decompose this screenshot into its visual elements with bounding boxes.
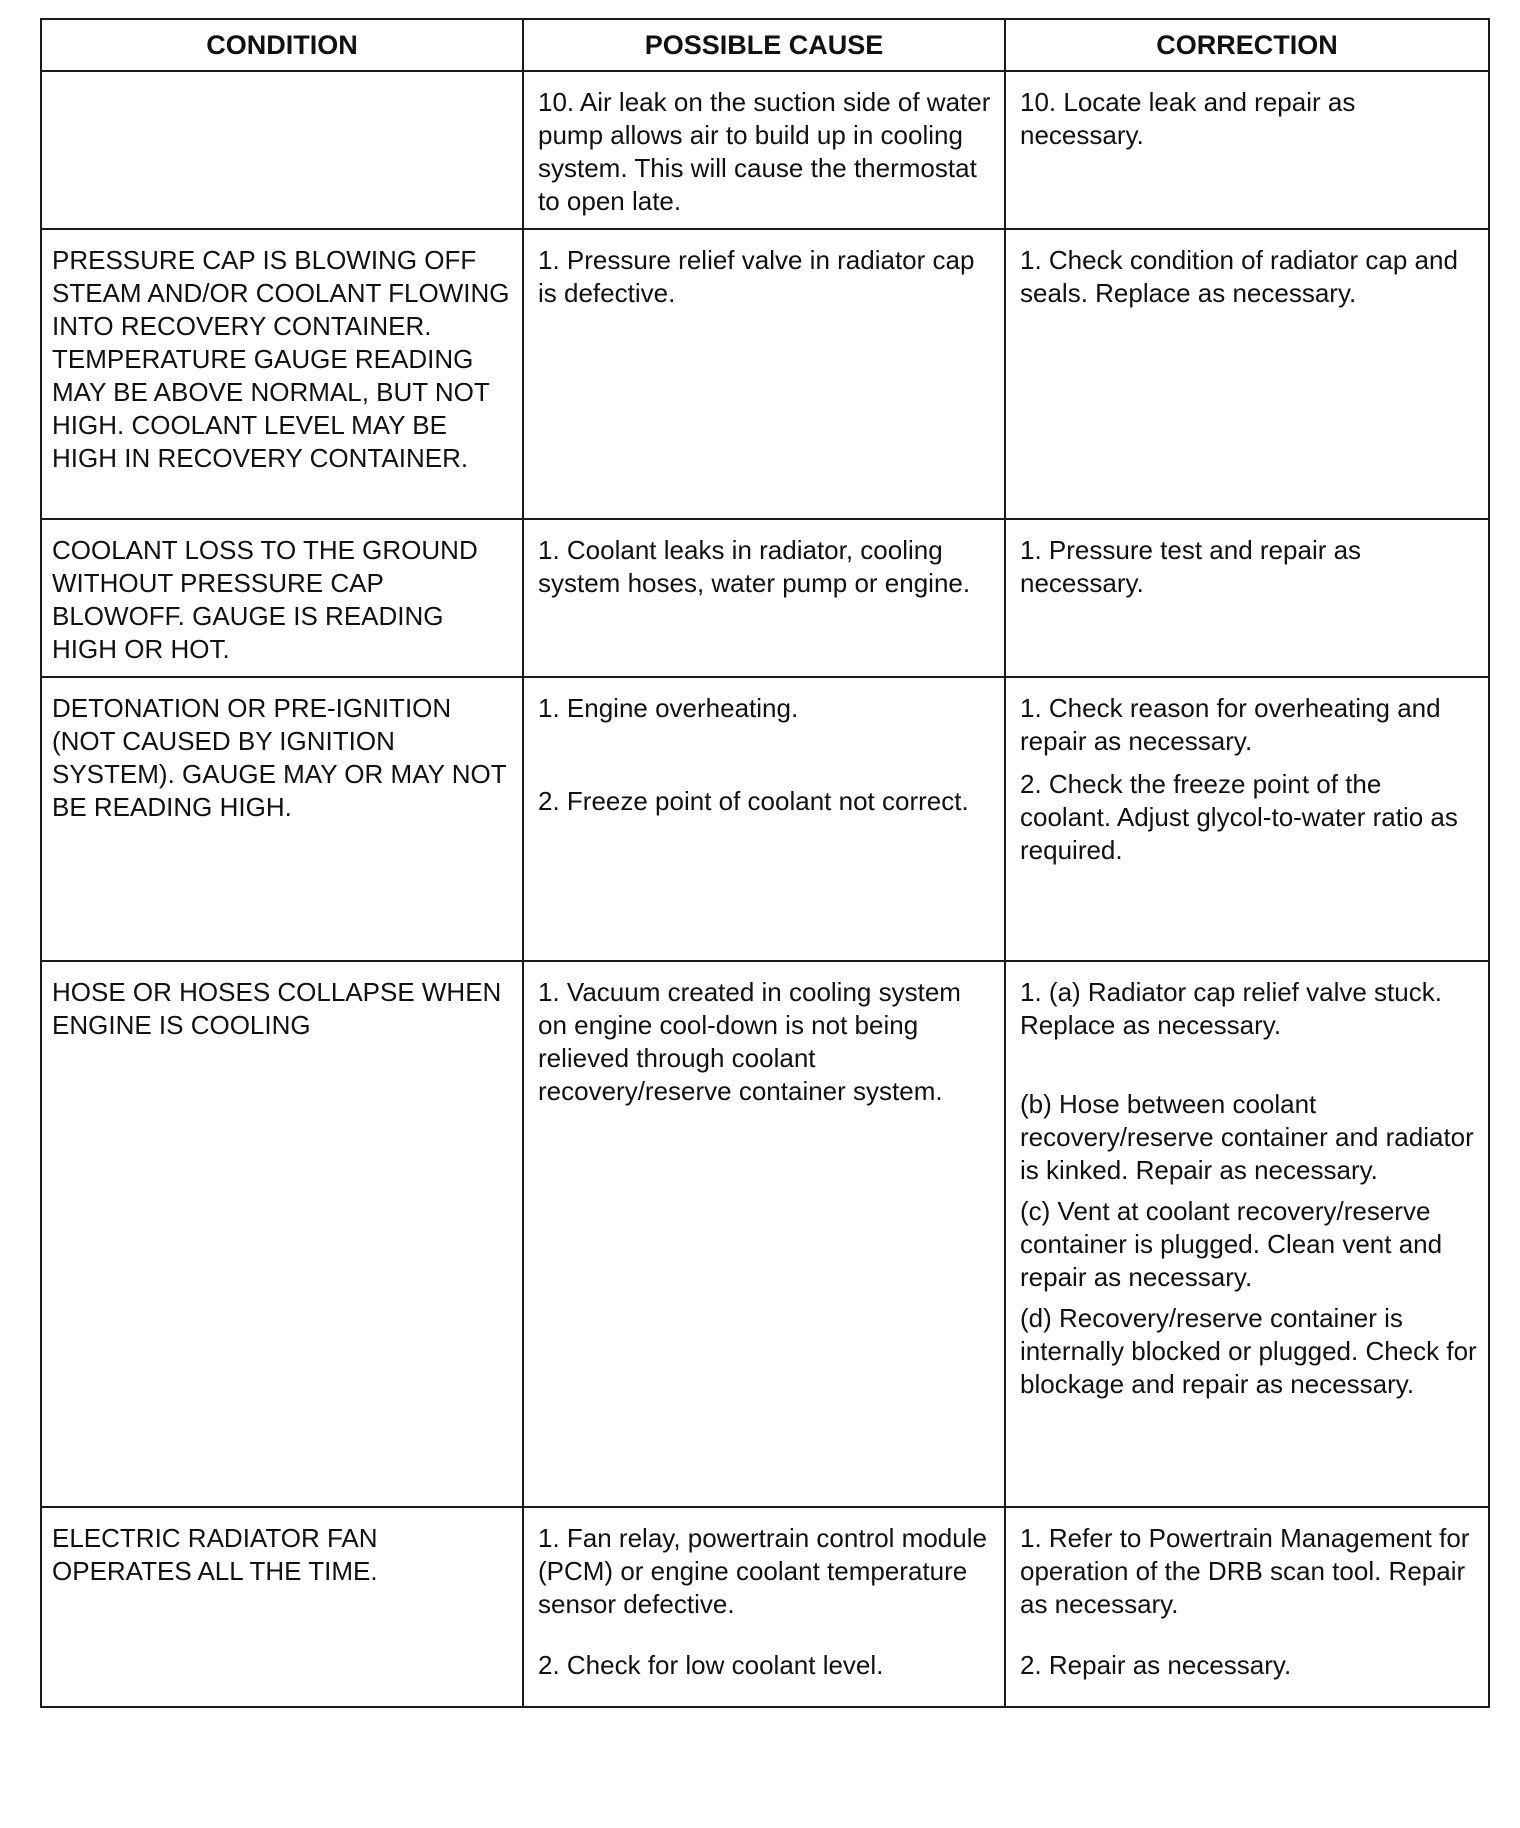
header-correction: CORRECTION — [1005, 19, 1489, 71]
cause-entry: 1. Vacuum created in cooling system on engine cool-down is not being relieved through coolant recovery/reserve container system. — [538, 977, 961, 1106]
table-row — [41, 71, 1489, 229]
correction-entry: 1. Check condition of radiator cap and seals. Replace as necessary. — [1020, 245, 1458, 308]
header-condition: CONDITION — [41, 19, 523, 71]
cause-cell — [523, 1507, 1005, 1707]
correction-entry: 2. Repair as necessary. — [1020, 1650, 1292, 1680]
cause-cell — [523, 519, 1005, 677]
condition-cell: PRESSURE CAP IS BLOWING OFF STEAM AND/OR COOLANT FLOWING INTO RECOVERY CONTAINER. TEMPERATURE GAUGE READING MAY BE ABOVE NORMAL, BUT NOT HIGH. COOLANT LEVEL MAY BE HIGH IN RECOVERY CONTAINER. — [41, 229, 523, 519]
correction-cell — [1005, 229, 1489, 519]
correction-entry: (b) Hose between coolant recovery/reserve container and radiator is kinked. Repair as necessary. — [1020, 1089, 1474, 1185]
cause-cell — [523, 961, 1005, 1507]
correction-cell — [1005, 71, 1489, 229]
cause-entry: 1. Pressure relief valve in radiator cap is defective. — [538, 245, 975, 308]
table-row — [41, 677, 1489, 961]
correction-entry: 1. Refer to Powertrain Management for operation of the DRB scan tool. Repair as necessary. — [1020, 1523, 1470, 1619]
table-row — [41, 961, 1489, 1507]
cause-entry: 2. Check for low coolant level. — [538, 1650, 884, 1680]
correction-cell — [1005, 1507, 1489, 1707]
condition-cell — [41, 71, 523, 229]
diagnosis-table — [40, 18, 1490, 1708]
table-row — [41, 229, 1489, 519]
correction-entry: (c) Vent at coolant recovery/reserve container is plugged. Clean vent and repair as necessary. — [1020, 1196, 1443, 1292]
header-possible-cause: POSSIBLE CAUSE — [523, 19, 1005, 71]
header-row — [41, 19, 1489, 71]
table-row — [41, 519, 1489, 677]
condition-cell: HOSE OR HOSES COLLAPSE WHEN ENGINE IS COOLING — [41, 961, 523, 1507]
condition-cell: COOLANT LOSS TO THE GROUND WITHOUT PRESSURE CAP BLOWOFF. GAUGE IS READING HIGH OR HOT. — [41, 519, 523, 677]
table-row — [41, 1507, 1489, 1707]
cause-cell — [523, 71, 1005, 229]
cause-cell — [523, 229, 1005, 519]
correction-entry: 10. Locate leak and repair as necessary. — [1020, 87, 1356, 150]
correction-cell — [1005, 519, 1489, 677]
cause-entry: 10. Air leak on the suction side of water pump allows air to build up in cooling system. This will cause the thermostat to open late. — [538, 87, 991, 216]
correction-entry: 1. Check reason for overheating and repair as necessary. — [1020, 693, 1441, 756]
correction-cell — [1005, 677, 1489, 961]
correction-entry: (d) Recovery/reserve container is internally blocked or plugged. Check for blockage and repair as necessary. — [1020, 1303, 1477, 1399]
condition-cell: ELECTRIC RADIATOR FAN OPERATES ALL THE TIME. — [41, 1507, 523, 1707]
cause-cell — [523, 677, 1005, 961]
condition-cell: DETONATION OR PRE-IGNITION (NOT CAUSED BY IGNITION SYSTEM). GAUGE MAY OR MAY NOT BE READING HIGH. — [41, 677, 523, 961]
correction-entry: 1. (a) Radiator cap relief valve stuck. Replace as necessary. — [1020, 977, 1442, 1040]
cause-entry: 1. Engine overheating. — [538, 693, 799, 723]
correction-cell — [1005, 961, 1489, 1507]
correction-entry: 2. Check the freeze point of the coolant. Adjust glycol-to-water ratio as required. — [1020, 769, 1458, 865]
correction-entry: 1. Pressure test and repair as necessary. — [1020, 535, 1362, 598]
cause-entry: 1. Coolant leaks in radiator, cooling system hoses, water pump or engine. — [538, 535, 971, 598]
cause-entry: 2. Freeze point of coolant not correct. — [538, 786, 969, 816]
cause-entry: 1. Fan relay, powertrain control module (PCM) or engine coolant temperature sensor defective. — [538, 1523, 987, 1619]
